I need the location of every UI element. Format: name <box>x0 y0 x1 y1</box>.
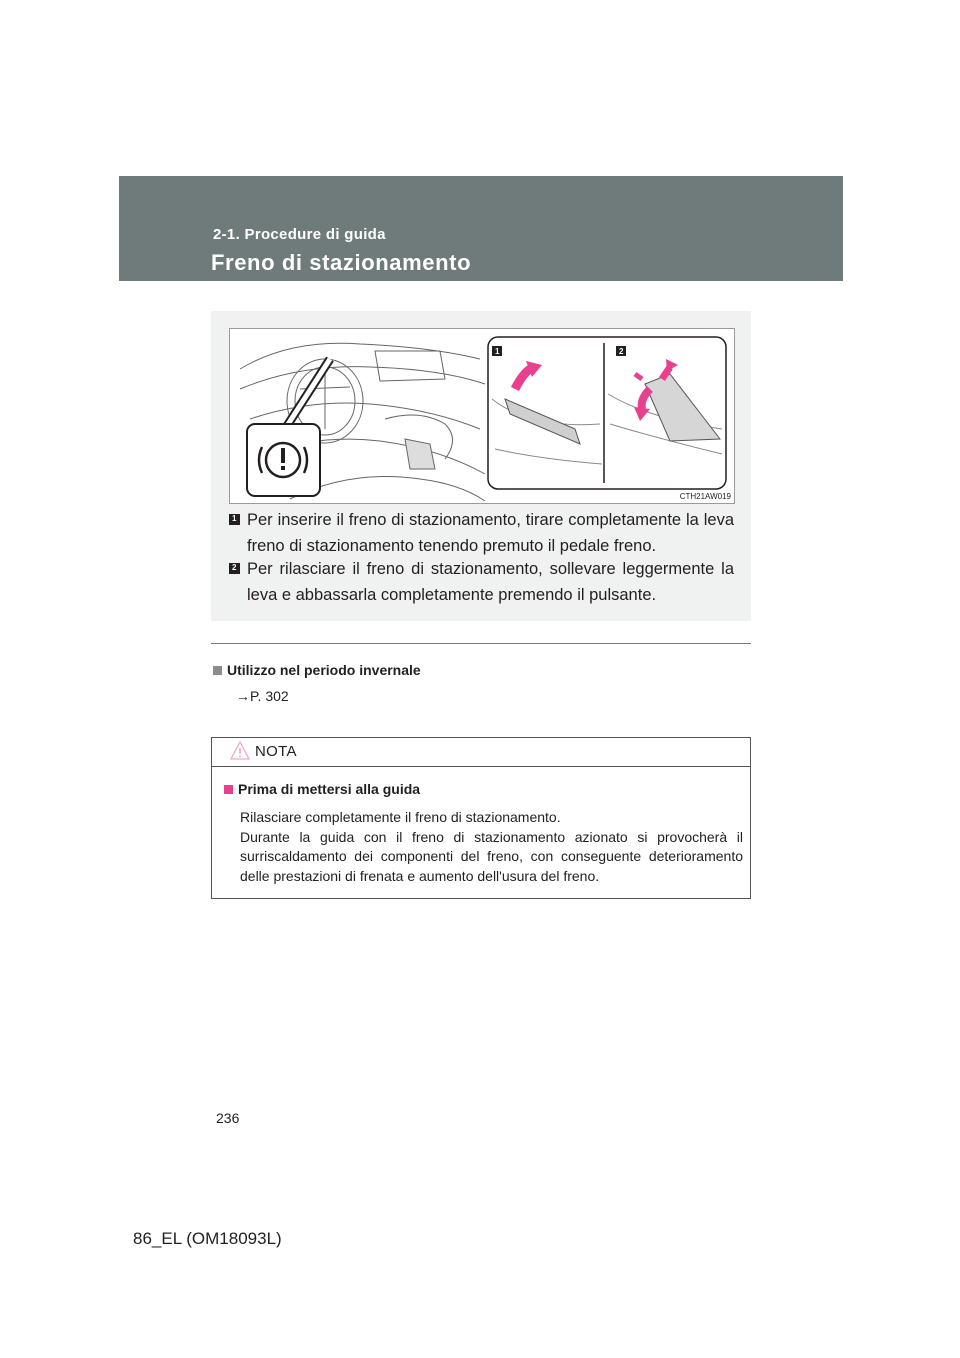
step-2-text: Per rilasciare il freno di stazionamento, sollevare leggermente la leva e abbassarla completamente premendo il pulsante. <box>247 560 734 604</box>
section-divider <box>211 643 751 644</box>
caution-header <box>212 738 750 767</box>
step-2 <box>229 556 734 608</box>
warning-triangle-icon <box>230 741 250 760</box>
caution-box <box>211 737 751 899</box>
document-code: 86_EL (OM18093L) <box>133 1229 282 1248</box>
square-bullet-icon <box>213 666 222 675</box>
step-marker-2: 2 <box>229 563 240 574</box>
svg-text:2: 2 <box>619 347 624 356</box>
caution-title: NOTA <box>255 743 297 760</box>
winter-heading: Utilizzo nel periodo invernale <box>213 662 421 678</box>
page-number: 236 <box>216 1110 240 1126</box>
figure-code: CTH21AW019 <box>679 492 731 501</box>
step-1 <box>229 507 734 559</box>
parking-brake-drawing <box>230 329 734 503</box>
step-1-text: Per inserire il freno di stazionamento, tirare completamente la leva freno di stazionamento tenendo premuto il pedale freno. <box>247 511 734 555</box>
caution-heading: Prima di mettersi alla guida <box>224 781 420 797</box>
caution-body <box>240 808 743 886</box>
pink-square-bullet-icon <box>224 785 233 794</box>
page-reference-link[interactable]: →P. 302 <box>236 688 289 704</box>
caution-line-1: Rilasciare completamente il freno di stazionamento. <box>240 809 561 825</box>
step-marker-1: 1 <box>229 514 240 525</box>
svg-text:1: 1 <box>495 347 500 356</box>
section-label: 2-1. Procedure di guida <box>213 226 386 243</box>
page-title: Freno di stazionamento <box>211 250 472 275</box>
caution-line-2: Durante la guida con il freno di stazionamento azionato si provocherà il surriscaldamento dei componenti del freno, con conseguente deterioramento delle prestazioni di frenata e aumento dell'usura del freno. <box>240 828 743 884</box>
parking-brake-illustration <box>229 328 735 504</box>
